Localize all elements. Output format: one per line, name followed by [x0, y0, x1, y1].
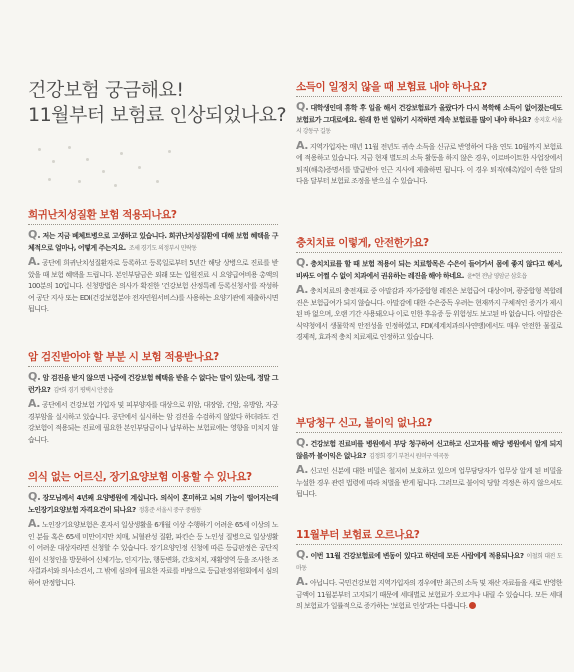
question — [28, 491, 278, 516]
a-mark: A. — [296, 463, 308, 476]
question — [296, 257, 562, 282]
qa-section-long-term-care — [28, 470, 278, 589]
question — [28, 229, 278, 254]
decorative-dot — [86, 158, 89, 161]
decorative-dot — [138, 166, 141, 169]
a-mark: A. — [296, 575, 308, 588]
qa-section-rare-disease — [28, 208, 278, 316]
qa-section-fraud-report — [296, 416, 562, 501]
decorative-dot — [102, 170, 105, 173]
decorative-dots — [28, 140, 188, 190]
question-text: 이번 11월 건강보험료에 변동이 있다고 하던데 모든 사람에게 적용되나요? — [310, 552, 524, 560]
question-text: 대학생인데 휴학 후 일을 해서 건강보험료가 올랐다가 다시 복학해 소득이 없어졌는데도 보험료가 그대로예요. 원래 한 번 일하기 시작하면 계속 보험료를 많이 내야 하나요? — [296, 104, 562, 124]
section-title: 희귀난치성질환 보험 적용되나요? — [28, 209, 177, 221]
answer-text: 신고인 신분에 대한 비밀은 철저히 보호하고 있으며 업무담당자가 업무상 알게 된 비밀을 누설한 경우 관련 법령에 따라 처벌을 받게 됩니다. 그러므로 불이익 당할 걱정은 하지 않으셔도 됩니다. — [296, 467, 562, 498]
asker: 윤*현 전남 영암군 삼호읍 — [466, 272, 527, 280]
answer-text: 충치치료의 충전재료 중 아말감과 자가중합형 레진은 보험급여 대상이며, 광중합형 복합레진은 보험급여가 되지 않습니다. 아말감에 대한 수은중독 우려는 현재까지 구체적인 증거가 제시된 바 없으며, 오랜 기간 사용돼오나 이로 인한 후유증 등 위험성도 보고된 바 없습니다. 아말감은 식약청에서 생물학적 안전성을 인정하였고, FDI(세계치과의사연맹)에서도 매우 안전한 물질로 경제적, 효과적 충치 치료제로 인정하고 있습니다. — [296, 287, 562, 341]
asker: 김정희 경기 부천시 원미구 역곡동 — [369, 452, 449, 460]
answer — [296, 140, 562, 188]
divider — [296, 544, 562, 545]
decorative-dot — [156, 180, 159, 183]
question-text: 저는 지금 베체트병으로 고생하고 있습니다. 희귀난치성질환에 대해 보험 혜택을 구체적으로 얼마나, 어떻게 주는지요. — [28, 232, 278, 252]
decorative-dot — [114, 184, 117, 187]
question-text: 건강보험 진료비를 병원에서 부당 청구하여 신고하고 신고자를 해당 병원에서 알게 되지 않을까 불이익은 없나요? — [296, 440, 562, 460]
answer-text: 노인장기요양보험은 혼자서 일상생활을 6개월 이상 수행하기 어려운 65세 이상의 노인 분들 혹은 65세 미만이지만 치매, 뇌혈관성 질환, 파킨슨 등 노인성 질병으로 일상생활이 어려운 대상자라면 신청할 수 있습니다. 장기요양인정 신청에 따른 등급판정은 공단직원이 신청인을 방문하여 신체기능, 인지기능, 행동변화, 간호처치, 재활영역 등을 조사한 조사결과서와 의사소견서, 그 밖에 심의에 필요한 자료를 바탕으로 등급판정위원회에서 심의하여 판정합니다. — [28, 521, 278, 587]
answer-text: 공단에 희귀난치성질환자로 등록하고 등록일로부터 5년간 해당 상병으로 진료를 받았을 때 보험 혜택을 드립니다. 본인부담금은 외래 또는 입원진료 시 요양급여비용 총액의 100분의 10입니다. 신청방법은 의사가 확진한 '건강보험 산정특례 등록신청서'를 작성하여 공단 지사 또는 EDI(건강보험분야 전자민원서비스)를 사용하는 요양기관에 제출하시면 됩니다. — [28, 259, 278, 313]
asker: 송지호 서울시 강동구 길동 — [296, 116, 562, 135]
answer — [28, 518, 278, 589]
a-mark: A. — [28, 397, 40, 410]
a-mark: A. — [296, 283, 308, 296]
decorative-dot — [52, 160, 55, 163]
q-mark: Q. — [28, 490, 41, 503]
section-title: 소득이 일정치 않을 때 보험료 내야 하나요? — [296, 81, 487, 93]
q-mark: Q. — [28, 228, 41, 241]
q-mark: Q. — [296, 256, 309, 269]
answer-text: 아닙니다. 국민건강보험 지역가입자의 경우에만 최근의 소득 및 재산 자료들을 새로 반영한 금액이 11월분부터 고지되기 때문에 세대별로 보험료가 오르거나 내릴 수 있습니다. 모든 세대의 보험료가 일률적으로 증가하는 '보험료 인상'과는 다릅니다. — [296, 579, 562, 610]
a-mark: A. — [296, 138, 308, 152]
question-text: 암 검진을 받지 않으면 나중에 건강보험 혜택을 받을 수 없다는 말이 있는데, 정말 그런가요? — [28, 374, 278, 394]
question-text: 충치치료를 할 때 보험 적용이 되는 치료항목은 수은이 들어가서 몸에 좋지 않다고 해서, 비싸도 어쩔 수 없이 치과에서 권유하는 레진을 해야 하네요. — [296, 260, 562, 280]
section-title: 11월부터 보험료 오르나요? — [296, 529, 420, 541]
asker: 이철희 대전 도마동 — [296, 553, 563, 572]
answer — [296, 284, 562, 344]
page-title — [28, 78, 287, 128]
answer — [296, 576, 562, 613]
a-mark: A. — [28, 255, 40, 268]
question — [28, 371, 278, 396]
section-title: 부당청구 신고, 불이익 없나요? — [296, 417, 432, 429]
divider — [296, 96, 562, 97]
q-mark: Q. — [296, 100, 309, 113]
divider — [296, 432, 562, 433]
section-title: 의식 없는 어르신, 장기요양보험 이용할 수 있나요? — [28, 471, 252, 483]
q-mark: Q. — [296, 436, 309, 449]
qa-section-premium-increase — [296, 528, 562, 613]
question — [296, 437, 562, 462]
decorative-dot — [78, 180, 81, 183]
q-mark: Q. — [28, 370, 41, 383]
divider — [296, 252, 562, 253]
divider — [28, 486, 278, 487]
page-title-line-1: 건강보험 궁금해요! — [28, 79, 184, 101]
divider — [28, 224, 278, 225]
decorative-dot — [38, 148, 41, 151]
qa-section-cancer-screening — [28, 350, 278, 446]
qa-section-irregular-income — [296, 80, 562, 188]
asker: 정흥준 서울시 중구 중림동 — [138, 506, 202, 514]
decorative-dot — [68, 146, 71, 149]
answer-text: 지역가입자는 매년 11월 전년도 귀속 소득을 신규로 반영하여 다음 연도 10월까지 보험료에 적용하고 있습니다. 지금 현재 별도의 소득 활동을 하지 않은 경우, 이르바이트한 사업장에서 퇴직(해촉)증명서를 발급받아 인근 지사에 제출하면 됩니다. 이 경우 퇴직(해촉)일이 속한 달의 다음 달부터 보험료 조정을 받으실 수 있습니다. — [296, 142, 562, 185]
decorative-dot — [168, 150, 171, 153]
asker: 김*희 경기 평택시 안중읍 — [53, 386, 114, 394]
answer-text: 공단에서 건강보험 가입자 및 피부양자를 대상으로 위암, 대장암, 간암, 유방암, 자궁경부암을 실시하고 있습니다. 공단에서 실시하는 암 검진을 수검하지 않았다 하더라도 건강보험이 적용되는 진료에 필요한 본인부담금이나 납부하는 보험료에는 영향을 미치지 않습니다. — [28, 401, 278, 444]
divider — [28, 366, 278, 367]
answer — [296, 464, 562, 501]
page-title-line-2: 11월부터 보험료 인상되었나요? — [28, 104, 287, 126]
question — [296, 101, 562, 138]
question-text: 장모님께서 4년째 요양병원에 계십니다. 의식이 혼미하고 뇌의 기능이 떨어지는데 노인장기요양보험 자격요건이 되나요? — [28, 494, 278, 514]
decorative-dot — [48, 178, 51, 181]
asker: 조세 경기도 의정부시 민락동 — [128, 244, 197, 252]
section-title: 충치치료 이렇게, 안전한가요? — [296, 237, 429, 249]
section-title: 암 검진받아야 할 부분 시 보험 적용받나요? — [28, 351, 219, 363]
question — [296, 549, 562, 574]
qa-section-dental-treatment — [296, 236, 562, 344]
end-mark-icon — [469, 602, 476, 609]
a-mark: A. — [28, 517, 40, 530]
answer — [28, 398, 278, 446]
decorative-dot — [120, 152, 123, 155]
q-mark: Q. — [296, 548, 309, 561]
answer — [28, 256, 278, 316]
